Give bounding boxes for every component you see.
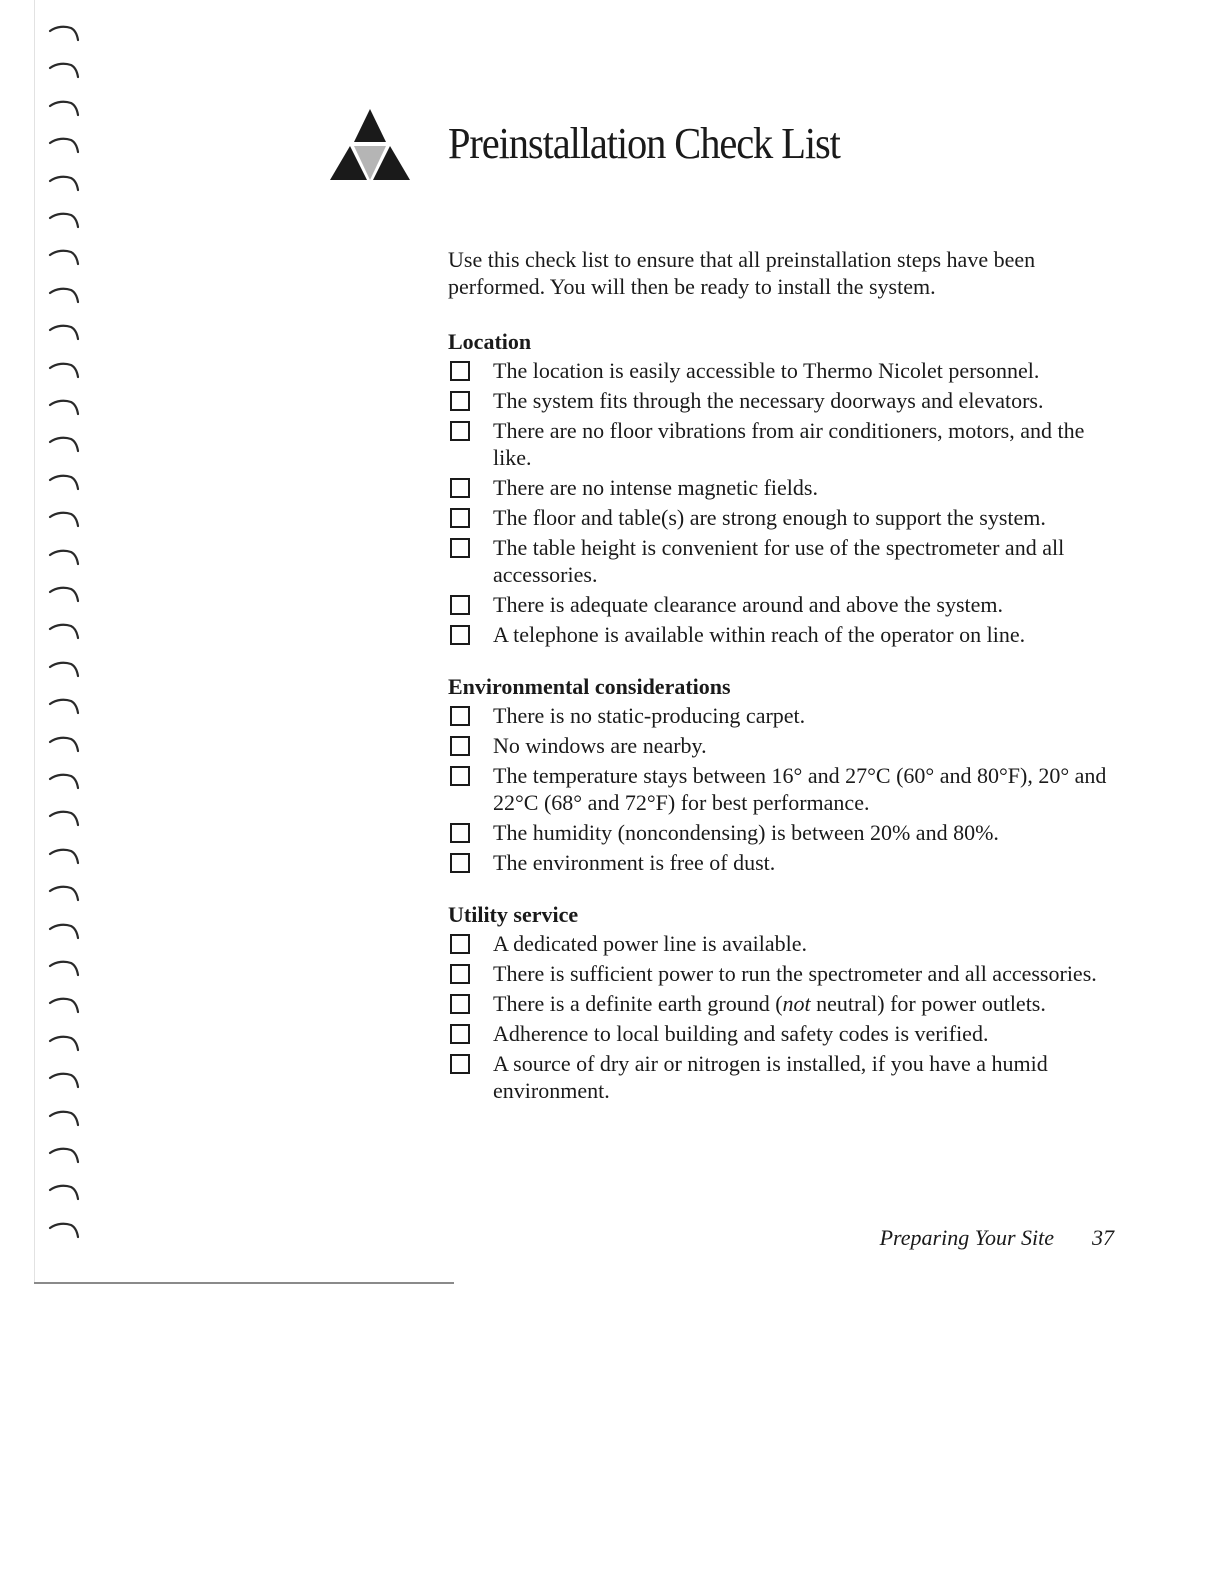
binding-ring-icon	[48, 22, 82, 44]
binding-ring-icon	[48, 658, 82, 680]
binding-ring-icon	[48, 321, 82, 343]
checklist-item-text: The location is easily accessible to Thermo Nicolet personnel.	[493, 358, 1040, 383]
checklist-item-text: The system fits through the necessary doorways and elevators.	[493, 388, 1044, 413]
binding-ring-icon	[48, 59, 82, 81]
checkbox-icon[interactable]	[450, 823, 470, 843]
binding-ring-icon	[48, 246, 82, 268]
checklist-item-text: A source of dry air or nitrogen is installed, if you have a humid environment.	[493, 1051, 1048, 1103]
page-spine-shadow	[34, 0, 35, 1282]
binding-ring-icon	[48, 134, 82, 156]
checklist-item-text: The environment is free of dust.	[493, 850, 776, 875]
checkbox-icon[interactable]	[450, 1054, 470, 1074]
checklist-item-text	[493, 990, 1118, 1017]
binding-ring-icon	[48, 882, 82, 904]
checklist-item	[448, 960, 1118, 987]
binding-ring-icon	[48, 1181, 82, 1203]
checklist-section	[448, 900, 1118, 1104]
checklist-item-text: A telephone is available within reach of the operator on line.	[493, 622, 1026, 647]
checklist-item	[448, 702, 1118, 729]
checklist-item	[448, 417, 1118, 471]
logo-top-triangle	[354, 109, 386, 142]
binding-ring-icon	[48, 172, 82, 194]
item-text-emphasis: not	[782, 991, 811, 1016]
checkbox-icon[interactable]	[450, 766, 470, 786]
item-text-part: neutral) for power outlets.	[810, 991, 1046, 1016]
binding-ring-icon	[48, 1144, 82, 1166]
binding-ring-icon	[48, 583, 82, 605]
binding-ring-icon	[48, 284, 82, 306]
item-text-part: There is a definite earth ground (	[493, 991, 783, 1016]
checkbox-icon[interactable]	[450, 538, 470, 558]
binding-ring-icon	[48, 957, 82, 979]
binding-ring-icon	[48, 97, 82, 119]
checklist-item	[448, 534, 1118, 588]
binding-ring-icon	[48, 1032, 82, 1054]
checkbox-icon[interactable]	[450, 1024, 470, 1044]
binding-ring-icon	[48, 807, 82, 829]
binding-ring-icon	[48, 994, 82, 1016]
checkbox-icon[interactable]	[450, 361, 470, 381]
binding-ring-icon	[48, 1219, 82, 1241]
checklist-item	[448, 591, 1118, 618]
checklist-item	[448, 474, 1118, 501]
binding-ring-icon	[48, 1069, 82, 1091]
checklist-section	[448, 327, 1118, 648]
checklist-item	[448, 930, 1118, 957]
checkbox-icon[interactable]	[450, 421, 470, 441]
spiral-binding	[30, 0, 90, 1280]
checklist-item	[448, 849, 1118, 876]
checklist-item-text: Adherence to local building and safety codes is verified.	[493, 1021, 989, 1046]
checkbox-icon[interactable]	[450, 964, 470, 984]
page-number: 37	[1092, 1225, 1114, 1250]
checklist-item-text: There is adequate clearance around and above the system.	[493, 592, 1004, 617]
checkbox-icon[interactable]	[450, 478, 470, 498]
checklist-item	[448, 504, 1118, 531]
checklist-item-text: There is sufficient power to run the spectrometer and all accessories.	[493, 961, 1097, 986]
checklist-item	[448, 1020, 1118, 1047]
checklist-item-text: The floor and table(s) are strong enough to support the system.	[493, 505, 1046, 530]
checkbox-icon[interactable]	[450, 736, 470, 756]
checkbox-icon[interactable]	[450, 853, 470, 873]
checkbox-icon[interactable]	[450, 706, 470, 726]
binding-ring-icon	[48, 845, 82, 867]
triangle-logo-icon	[329, 108, 411, 182]
checkbox-icon[interactable]	[450, 934, 470, 954]
checklist-item-text: There is no static-producing carpet.	[493, 703, 806, 728]
checklist-item	[448, 357, 1118, 384]
checklist-item	[448, 762, 1118, 816]
page-title: Preinstallation Check List	[448, 119, 840, 168]
checklist-item	[448, 1050, 1118, 1104]
checkbox-icon[interactable]	[450, 391, 470, 411]
section-heading: Environmental considerations	[448, 674, 731, 699]
checkbox-icon[interactable]	[450, 994, 470, 1014]
checklist-item-text: There are no floor vibrations from air conditioners, motors, and the like.	[493, 418, 1085, 470]
binding-ring-icon	[48, 471, 82, 493]
checklist-item-text: A dedicated power line is available.	[493, 931, 807, 956]
page-footer	[760, 1225, 1114, 1251]
footer-section-name: Preparing Your Site	[879, 1225, 1054, 1250]
intro-paragraph: Use this check list to ensure that all preinstallation steps have been performed. You will then be ready to install the system.	[448, 247, 1036, 299]
binding-ring-icon	[48, 770, 82, 792]
main-content	[448, 246, 1118, 1128]
section-heading: Utility service	[448, 902, 579, 927]
checklist-item-text: The humidity (noncondensing) is between 20% and 80%.	[493, 820, 999, 845]
checklist-item	[448, 732, 1118, 759]
binding-ring-icon	[48, 920, 82, 942]
binding-ring-icon	[48, 695, 82, 717]
binding-ring-icon	[48, 1107, 82, 1129]
binding-ring-icon	[48, 733, 82, 755]
binding-ring-icon	[48, 546, 82, 568]
checklist-item-text: There are no intense magnetic fields.	[493, 475, 818, 500]
checkbox-icon[interactable]	[450, 625, 470, 645]
checklist-sections	[448, 327, 1118, 1104]
binding-ring-icon	[48, 508, 82, 530]
checkbox-icon[interactable]	[450, 595, 470, 615]
binding-ring-icon	[48, 209, 82, 231]
page-bottom-edge	[34, 1282, 454, 1284]
binding-ring-icon	[48, 620, 82, 642]
checklist-item	[448, 819, 1118, 846]
checklist-item-text: The table height is convenient for use of the spectrometer and all accessories.	[493, 535, 1065, 587]
binding-ring-icon	[48, 433, 82, 455]
checkbox-icon[interactable]	[450, 508, 470, 528]
checklist-item-text: The temperature stays between 16° and 27°C (60° and 80°F), 20° and 22°C (68° and 72°F) for best performance.	[493, 763, 1107, 815]
checklist-item	[448, 387, 1118, 414]
checklist-item	[448, 621, 1118, 648]
checklist-section	[448, 672, 1118, 876]
checklist-item-text: No windows are nearby.	[493, 733, 707, 758]
binding-ring-icon	[48, 359, 82, 381]
binding-ring-icon	[48, 396, 82, 418]
section-heading: Location	[448, 329, 532, 354]
checklist-item	[448, 990, 1118, 1017]
